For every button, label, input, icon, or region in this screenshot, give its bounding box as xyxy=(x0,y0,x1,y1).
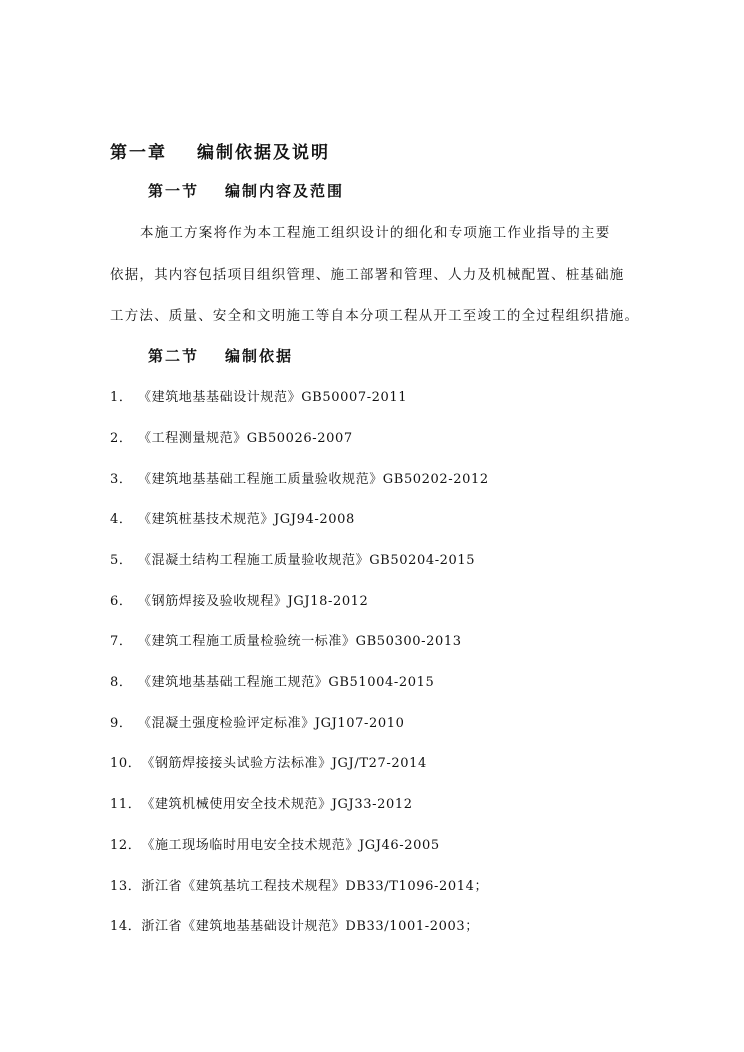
reference-text: 《建筑地基基础工程施工规范》GB51004-2015 xyxy=(138,675,435,690)
section-title: 编制依据 xyxy=(225,347,294,365)
reference-number: 1． xyxy=(110,390,133,405)
reference-number: 12． xyxy=(110,838,142,853)
reference-item xyxy=(110,793,413,812)
reference-number: 6． xyxy=(110,594,133,609)
reference-text: 《建筑地基基础设计规范》GB50007-2011 xyxy=(138,390,408,405)
reference-item xyxy=(110,752,427,771)
reference-number: 14． xyxy=(110,919,142,934)
reference-item xyxy=(110,834,440,853)
reference-text: 《建筑机械使用安全技术规范》JGJ33-2012 xyxy=(141,797,413,812)
section-heading-1 xyxy=(148,180,344,201)
reference-item xyxy=(110,590,368,609)
reference-text: 《建筑工程施工质量检验统一标准》GB50300-2013 xyxy=(138,634,462,649)
chapter-title: 编制依据及说明 xyxy=(197,143,330,163)
section-title: 编制内容及范围 xyxy=(225,182,345,200)
reference-number: 5． xyxy=(110,553,133,568)
reference-text: 《混凝土强度检验评定标准》JGJ107-2010 xyxy=(138,716,405,731)
reference-text: 《混凝土结构工程施工质量验收规范》GB50204-2015 xyxy=(138,553,476,568)
section-number: 第一节 xyxy=(148,182,200,200)
reference-text: 《钢筋焊接接头试验方法标准》JGJ/T27-2014 xyxy=(141,756,427,771)
reference-text: 《建筑桩基技术规范》JGJ94-2008 xyxy=(138,512,355,527)
reference-item xyxy=(110,427,353,446)
reference-number: 8． xyxy=(110,675,133,690)
reference-text: 浙江省《建筑基坑工程技术规程》DB33/T1096-2014； xyxy=(141,879,489,894)
reference-text: 《钢筋焊接及验收规程》JGJ18-2012 xyxy=(138,594,369,609)
reference-item xyxy=(110,875,488,894)
reference-item xyxy=(110,671,434,690)
reference-item xyxy=(110,386,407,405)
reference-number: 7． xyxy=(110,634,133,649)
reference-item xyxy=(110,712,405,731)
reference-number: 10． xyxy=(110,756,142,771)
reference-number: 13． xyxy=(110,879,142,894)
reference-item xyxy=(110,549,475,568)
paragraph-line: 工方法、质量、安全和文明施工等自本分项工程从开工至竣工的全过程组织措施。 xyxy=(110,308,640,324)
paragraph-line: 依据，其内容包括项目组织管理、施工部署和管理、人力及机械配置、桩基础施 xyxy=(110,267,625,283)
reference-number: 3． xyxy=(110,472,133,487)
reference-number: 2． xyxy=(110,431,133,446)
paragraph-line: 本施工方案将作为本工程施工组织设计的细化和专项施工作业指导的主要 xyxy=(140,225,611,241)
reference-number: 4． xyxy=(110,512,133,527)
reference-item xyxy=(110,630,462,649)
reference-text: 《建筑地基基础工程施工质量验收规范》GB50202-2012 xyxy=(138,472,489,487)
reference-item xyxy=(110,915,479,934)
reference-text: 浙江省《建筑地基基础设计规范》DB33/1001-2003； xyxy=(141,919,479,934)
reference-item xyxy=(110,508,355,527)
chapter-number: 第一章 xyxy=(110,143,167,163)
reference-text: 《施工现场临时用电安全技术规范》JGJ46-2005 xyxy=(141,838,440,853)
reference-item xyxy=(110,468,489,487)
section-number: 第二节 xyxy=(148,347,200,365)
section-heading-2 xyxy=(148,345,293,366)
reference-number: 9． xyxy=(110,716,133,731)
chapter-heading xyxy=(110,138,330,163)
reference-text: 《工程测量规范》GB50026-2007 xyxy=(138,431,353,446)
reference-number: 11． xyxy=(110,797,142,812)
